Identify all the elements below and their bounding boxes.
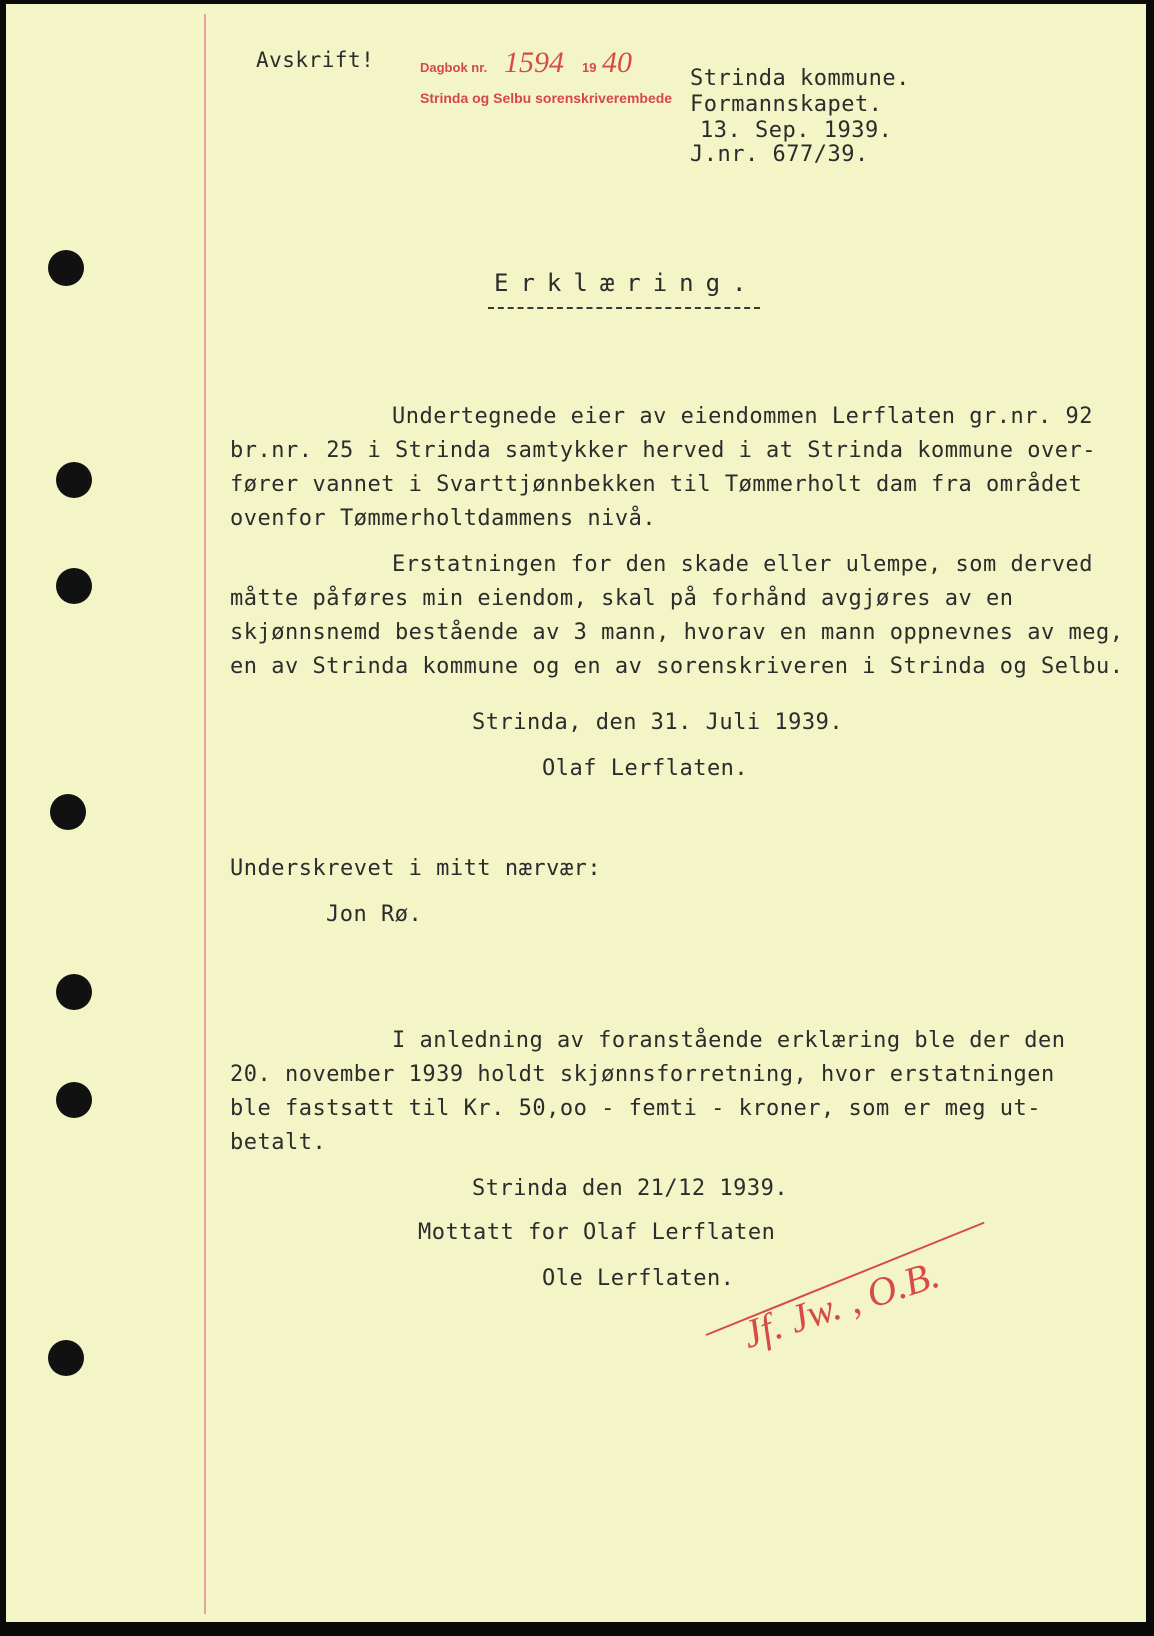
punch-hole [56,1082,92,1118]
stamp-year-prefix: 19 [582,60,597,75]
paragraph-3-line: 20. november 1939 holdt skjønnsforretning, hvor erstatningen [230,1062,1055,1087]
paragraph-2-line: en av Strinda kommune og en av sorenskriveren i Strinda og Selbu. [230,654,1124,679]
paragraph-2-line: Erstatningen for den skade eller ulempe, som derved [392,552,1094,577]
punch-hole [50,794,86,830]
paragraph-1-line: Undertegnede eier av eiendommen Lerflaten gr.nr. 92 [392,404,1094,429]
org-date: 13. Sep. 1939. [700,118,893,143]
punch-hole [48,1340,84,1376]
paragraph-2-line: måtte påføres min eiendom, skal på forhånd avgjøres av en [230,586,1014,611]
receiver-name: Ole Lerflaten. [542,1266,735,1291]
stamp-year-suffix: 40 [602,46,632,79]
handwritten-annotation: Jf. Jw. , O.B. [737,1251,945,1357]
paragraph-3-line: ble fastsatt til Kr. 50,oo - femti - kroner, som er meg ut- [230,1096,1041,1121]
place-date-2: Strinda den 21/12 1939. [472,1176,789,1201]
stamp-number: 1594 [504,46,564,79]
witness-label: Underskrevet i mitt nærvær: [230,856,602,881]
paragraph-2-line: skjønnsnemd bestående av 3 mann, hvorav en mann oppnevnes av meg, [230,620,1124,645]
punch-hole [56,462,92,498]
stamp-dagbok-label: Dagbok nr. [420,60,488,75]
document-page [6,4,1146,1622]
punch-hole [48,250,84,286]
org-journal-number: J.nr. 677/39. [690,142,869,167]
org-name: Strinda kommune. [690,66,910,91]
punch-hole [56,974,92,1010]
stamp-office: Strinda og Selbu sorenskriverembede [420,90,673,106]
signer-name: Olaf Lerflaten. [542,756,749,781]
witness-name: Jon Rø. [326,902,423,927]
margin-line [204,14,206,1614]
paragraph-1-line: ovenfor Tømmerholtdammens nivå. [230,506,657,531]
document-title: Erklæring. [494,269,759,297]
title-underline [488,307,760,309]
punch-hole [56,568,92,604]
paragraph-1-line: fører vannet i Svarttjønnbekken til Tømmerholt dam fra området [230,472,1083,497]
paragraph-1-line: br.nr. 25 i Strinda samtykker herved i at Strinda kommune over- [230,438,1096,463]
place-date: Strinda, den 31. Juli 1939. [472,710,844,735]
paragraph-3-line: I anledning av foranstående erklæring ble der den [392,1028,1066,1053]
org-department: Formannskapet. [690,92,883,117]
paragraph-3-line: betalt. [230,1130,327,1155]
avskrift-label: Avskrift! [256,48,375,72]
received-for: Mottatt for Olaf Lerflaten [418,1220,776,1245]
